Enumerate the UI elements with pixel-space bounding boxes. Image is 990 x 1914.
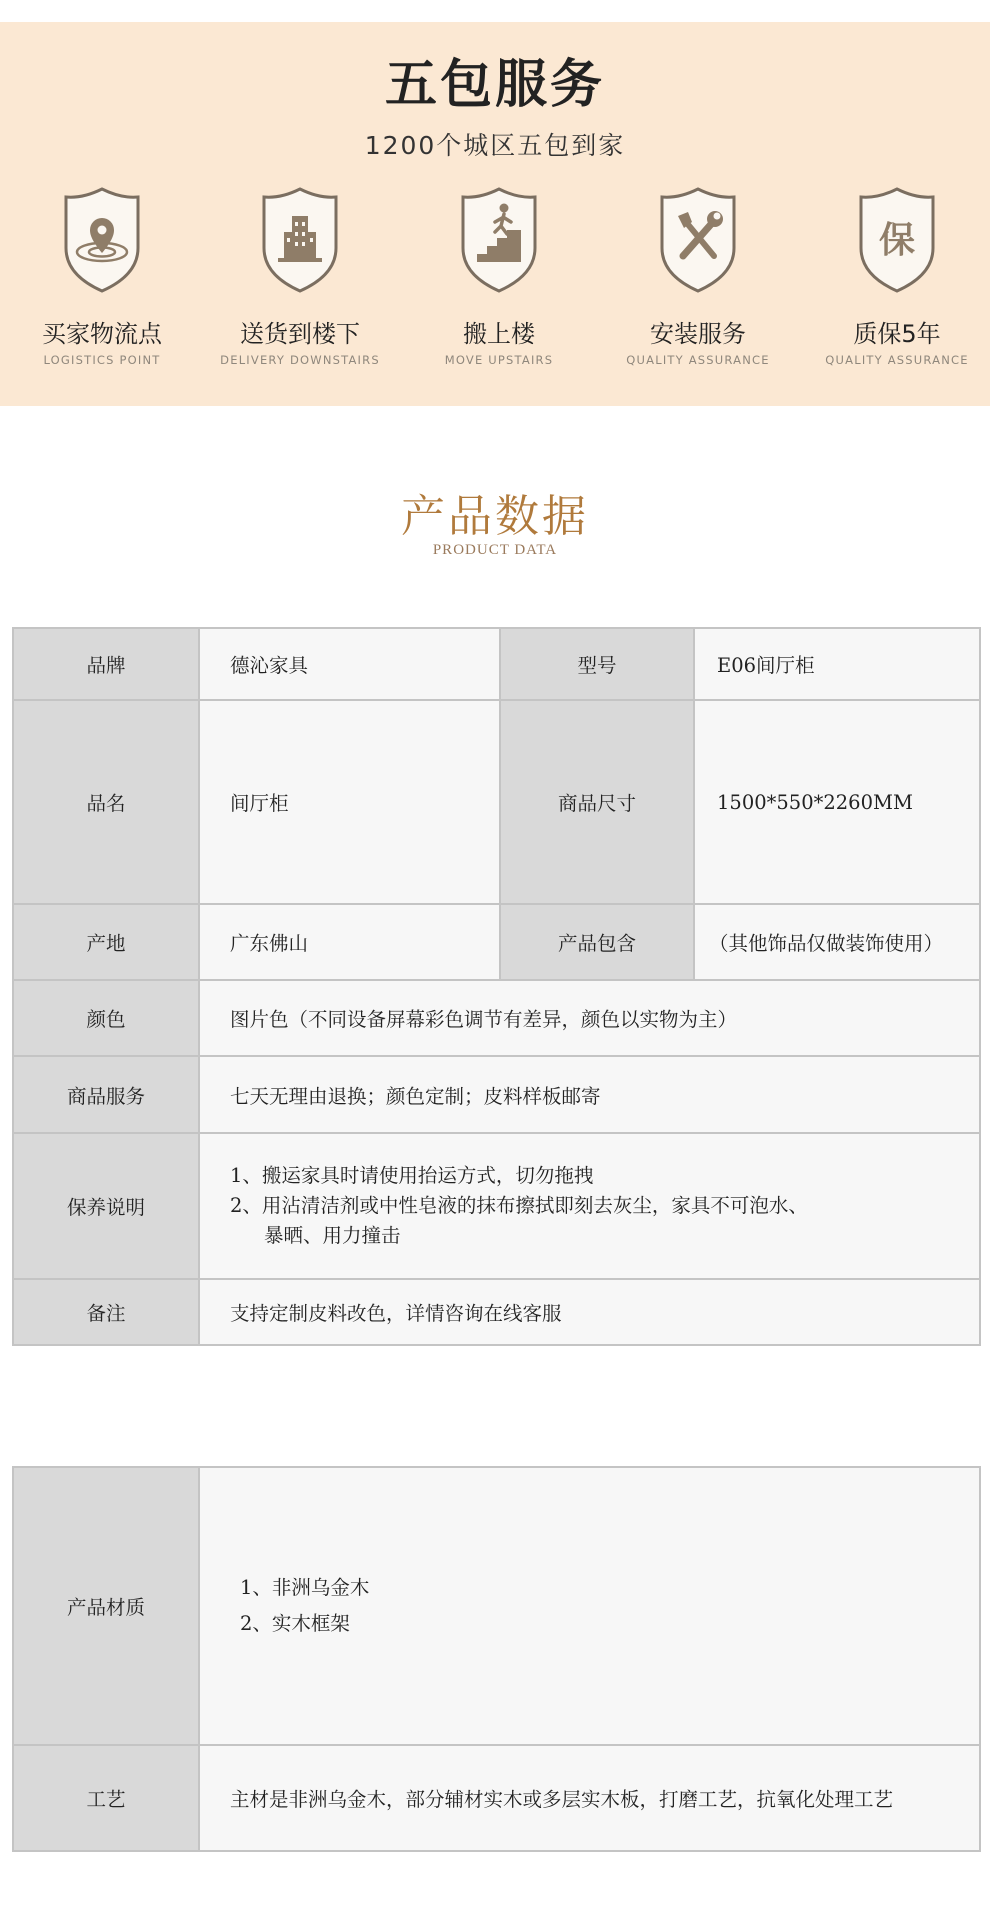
service-label-en: QUALITY ASSURANCE: [825, 353, 969, 367]
location-pin-icon: [62, 186, 142, 294]
table-row: [13, 628, 980, 700]
service-label-en: MOVE UPSTAIRS: [444, 353, 554, 367]
care-label: 保养说明: [13, 1133, 199, 1279]
service-label-cell: 商品服务: [13, 1056, 199, 1133]
origin-value: 广东佛山: [199, 904, 500, 980]
table-row: [13, 904, 980, 980]
brand-label: 品牌: [13, 628, 199, 700]
table-row: [13, 1279, 980, 1345]
size-value: 1500*550*2260MM: [694, 700, 980, 904]
name-value: 间厅柜: [199, 700, 500, 904]
service-label: 搬上楼: [463, 320, 535, 348]
guarantee-icon: [857, 186, 937, 294]
service-label-en: LOGISTICS POINT: [43, 353, 161, 367]
table-row: [13, 700, 980, 904]
service-item-logistics: [2, 186, 202, 367]
material-line: 2、实木框架: [240, 1612, 350, 1635]
table-row: [13, 980, 980, 1056]
care-value: [199, 1133, 980, 1279]
brand-value: 德沁家具: [199, 628, 500, 700]
stairs-icon: [459, 186, 539, 294]
product-data-title: 产品数据: [401, 491, 589, 542]
spec-table: [12, 627, 981, 1346]
service-value: 七天无理由退换；颜色定制；皮料样板邮寄: [199, 1056, 980, 1133]
color-label: 颜色: [13, 980, 199, 1056]
service-item-delivery: [200, 186, 400, 367]
service-label: 安装服务: [650, 320, 746, 348]
service-label: 买家物流点: [42, 320, 162, 348]
service-label-en: QUALITY ASSURANCE: [626, 353, 770, 367]
care-line: 暴晒、用力撞击: [264, 1224, 401, 1247]
note-label: 备注: [13, 1279, 199, 1345]
model-value: E06间厅柜: [694, 628, 980, 700]
service-item-warranty: [797, 186, 990, 367]
table-row: [13, 1745, 980, 1851]
size-label: 商品尺寸: [500, 700, 694, 904]
service-item-install: [598, 186, 798, 367]
service-subtitle: 1200个城区五包到家: [364, 131, 626, 160]
material-table: [12, 1466, 981, 1852]
origin-label: 产地: [13, 904, 199, 980]
table-row: [13, 1133, 980, 1279]
service-label-en: DELIVERY DOWNSTAIRS: [220, 353, 380, 367]
includes-value: （其他饰品仅做装饰使用）: [694, 904, 980, 980]
guarantee-glyph: 保: [878, 220, 916, 261]
product-data-subtitle: PRODUCT DATA: [432, 542, 558, 558]
craft-value: 主材是非洲乌金木，部分辅材实木或多层实木板，打磨工艺，抗氧化处理工艺: [199, 1745, 980, 1851]
table-row: [13, 1056, 980, 1133]
service-title: 五包服务: [384, 55, 605, 115]
service-item-upstairs: [399, 186, 599, 367]
table-row: [13, 1467, 980, 1745]
craft-label: 工艺: [13, 1745, 199, 1851]
tools-icon: [658, 186, 738, 294]
material-value: [199, 1467, 980, 1745]
care-line: 1、搬运家具时请使用抬运方式，切勿拖拽: [230, 1164, 594, 1187]
note-value: 支持定制皮料改色，详情咨询在线客服: [199, 1279, 980, 1345]
building-icon: [260, 186, 340, 294]
material-label: 产品材质: [13, 1467, 199, 1745]
service-label: 质保5年: [853, 320, 941, 348]
includes-label: 产品包含: [500, 904, 694, 980]
care-line: 2、用沾清洁剂或中性皂液的抹布擦拭即刻去灰尘，家具不可泡水、: [230, 1194, 808, 1217]
material-line: 1、非洲乌金木: [240, 1576, 370, 1599]
model-label: 型号: [500, 628, 694, 700]
color-value: 图片色（不同设备屏幕彩色调节有差异，颜色以实物为主）: [199, 980, 980, 1056]
name-label: 品名: [13, 700, 199, 904]
service-label: 送货到楼下: [240, 320, 360, 348]
